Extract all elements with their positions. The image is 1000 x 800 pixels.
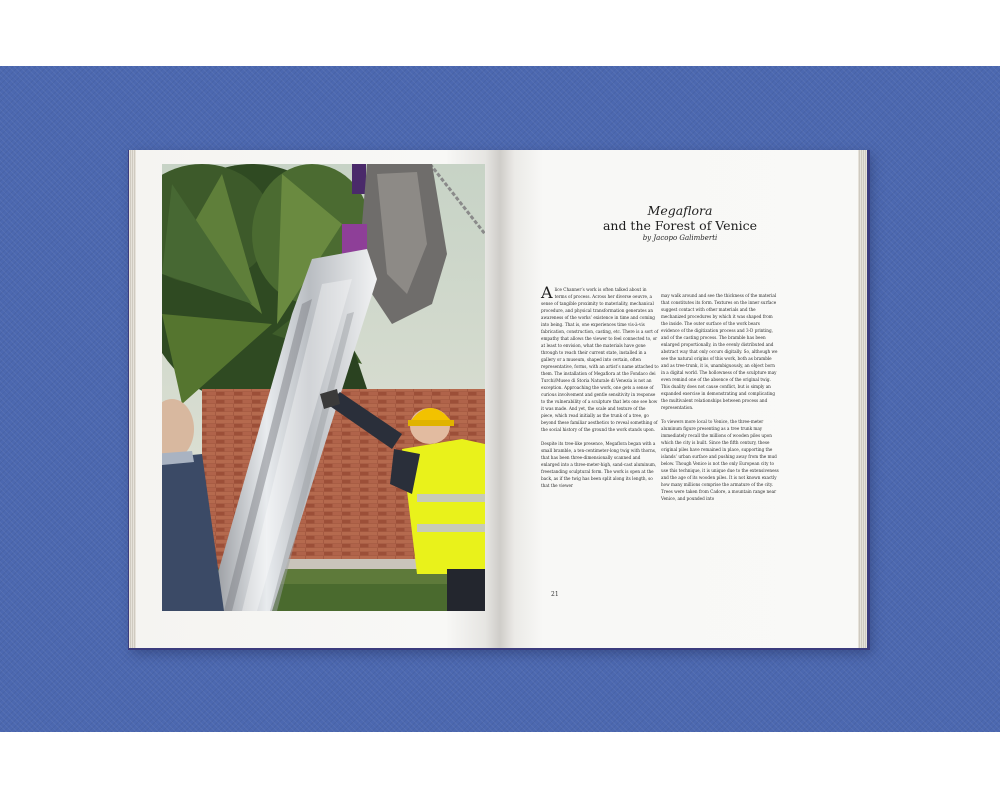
article-title: and the Forest of Venice: [602, 218, 758, 233]
drop-cap: A: [541, 283, 553, 302]
article-paragraph: [541, 283, 659, 433]
page-stack-right: [858, 150, 867, 648]
article-header: [560, 203, 800, 243]
sculpture-photo: [162, 164, 485, 611]
paragraph-text: lice Channer’s work is often talked about in terms of process. Across her diverse oeuvre, a sense of tangible proximity to materiality, mechanical procedure, and physical transformation generates an awareness of the works’ existence in time and coming into being. That is, one experiences time vis-à-vis fabrication, construction, casting, etc. There is a sort of empathy that allows the viewer to feel connected to, or at least to envision, what the materials have gone through to reach their current state, installed in a gallery or a museum, shaped into certain, often representative, forms, with an artist’s name attached to them. The installation of Megaflora at the Fondaco dei Turchi/Museo di Storia Naturale di Venezia is not an exception. Approaching the work, one gets a sense of curious involvement and gentle sensitivity in response to the vulnerability of a sculpture that lets one see how it was made. And yet, the scale and texture of the piece, which read initially as the trunk of a tree, go beyond these familiar aesthetics to reveal something of the social history of the ground the work stands upon.: [541, 287, 659, 433]
article-paragraph: may walk around and see the thickness of the material that constitutes its form. Textures on the inner surface suggest contact with other materials and the mechanized procedures by which it was shaped from the inside. The outer surface of the work bears evidence of the digitization process and 3-D printing, and of the casting process. The bramble has been enlarged proportionally, in the evenly distributed and abstract way that only occurs digitally. So, although we see the natural origins of this work, both as bramble and as tree-trunk, it is, unambiguously, an object born in a digital world. The hollowness of the sculpture may even remind one of the absence of the original twig. This duality does not cause conflict, but is simply an expanded exercise in demonstrating and complicating the multivalent relationships between process and representation.: [661, 293, 778, 411]
article-paragraph: To viewers more local to Venice, the three-meter aluminum figure presenting as a tree trunk may immediately recall the millions of wooden piles upon which the city is built. Since the fifth century, these original piles have remained in place, supporting the islands’ urban surface and pushing away from the mud below. Though Venice is not the only European city to use this technique, it is unique due to the extensiveness and the age of its wooden piles. It is not known exactly how many millions comprise the armature of the city. Trees were taken from Cadore, a mountain range near Venice, and pounded into: [661, 419, 779, 502]
article-column-right: [661, 292, 779, 502]
article-title-italic: Megaflora: [647, 203, 713, 218]
article-byline: by Jacopo Galimberti: [642, 234, 718, 242]
page-number: 21: [551, 591, 559, 598]
article-column-left: [541, 283, 659, 489]
article-paragraph: Despite its tree-like presence, Megaflora began with a small bramble, a ten-centimeter-long twig with thorns, that has been three-dimensionally scanned and enlarged into a three-meter-high, sand-cast aluminum, freestanding sculptural form. The work is open at the back, as if the twig has been split along its length, so that the viewer: [541, 441, 657, 489]
